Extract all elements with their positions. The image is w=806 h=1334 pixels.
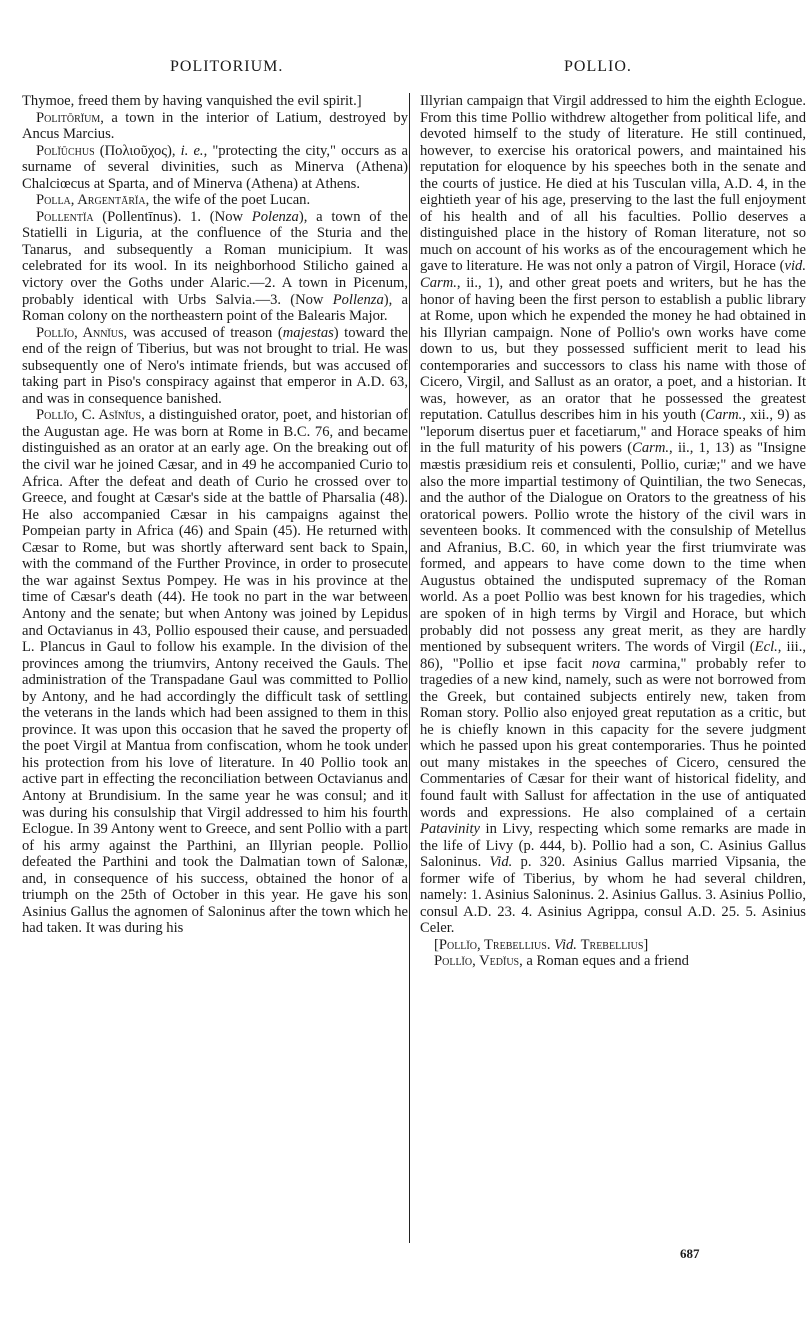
entry-text: Ecl. [754,639,778,656]
entry-paragraph [420,953,806,970]
entry-text: Illyrian campaign that Virgil addressed to him the eighth Eclogue. From this time Pollio withdrew altogether from political life, and devoted himself to the study of literature. He still continued, however, to exercise his oratorical powers, and maintained his reputation for eloquence by his speeches both in the senate and the courts of justice. He died at his Tusculan villa, A.D. 4, in the eightieth year of his age, preserving to the last the full enjoyment of his health and of all his faculties. Pollio deserves a distinguished place in the history of Roman literature, not so much on account of his works as of the encouragement which he gave to literature. He was not only a patron of Virgil, Horace ( [420,93,806,275]
entry-paragraph [420,93,806,937]
entry-paragraph [420,937,806,954]
entry-text: in Livy, respecting which some remarks are made in the life of Livy (p. 444, b). Pollio had a son, C. Asinius Gallus Saloninus. [420,821,806,871]
running-head-right: POLLIO. [564,58,632,75]
page-number: 687 [680,1246,700,1261]
entry-headword: Trebellius [580,936,644,953]
entry-text: Thymoe, freed them by having vanquished the evil spirit.] [22,93,362,109]
right-column [420,93,806,970]
entry-text: nova [591,655,621,672]
entry-headword: [Pollĭo, Trebellius [434,936,547,953]
entry-text: ), a Roman colony on the northeastern point of the Balearis Major. [22,291,408,325]
entry-headword: Pollentĭa [36,208,94,225]
entry-text: . [546,936,555,953]
entry-headword: Pollĭo, C. Asĭnĭus [36,407,142,424]
entry-headword: Polla, Argentārĭa [36,192,146,209]
entry-text: carmina," probably refer to tragedies of a new kind, namely, such as were not borrowed from the Greek, but contained subjects entirely new, taken from Roman story. Pollio also enjoyed great reputation as a critic, but he is chiefly known in this capacity for the severe judgment which he passed upon his great contemporaries. Thus he pointed out many mistakes in the speeches of Cicero, censured the Commentaries of Cæsar for their want of historical fidelity, and found fault with Sallust for affectation in the use of antiquated words and expressions. He also complained of a certain [420,655,806,821]
entry-text: p. 320. Asinius Gallus married Vipsania, the former wife of Tiberius, by whom he had several children, namely: 1. Asinius Saloninus. 2. Asinius Gallus. 3. Asinius Pollio, consul A.D. 23. 4. Asinius Agrippa, consul A.D. 25. 5. Asinius Celer. [420,854,806,937]
entry-text: Pollenza [332,291,384,308]
entry-text: Carm. [705,407,743,424]
entry-paragraph [22,209,408,325]
entry-text: Vid. [489,854,513,871]
entry-paragraph [22,325,408,408]
entry-text: (Pollentīnus). 1. (Now [93,208,252,225]
entry-text: Polenza [251,208,299,225]
entry-text: majestas [282,324,334,341]
entry-paragraph [22,143,408,193]
entry-paragraph [22,407,408,937]
entry-headword: Pollĭo, Annĭus [36,324,124,341]
entry-text: Vid. [554,936,577,953]
entry-headword: Politōrĭum [36,109,101,126]
entry-text: , was accused of treason ( [123,324,283,341]
left-column [22,93,408,937]
running-head-left: POLITORIUM. [170,58,284,75]
entry-text: ] [643,936,649,953]
entry-text: , a distinguished orator, poet, and historian of the Augustan age. He was born at Rome in B.C. 76, and became distinguished as an orator at an early age. On the breaking out of the civil war he joined Cæsar, and in 49 he accompanied Curio to Africa. After the defeat and death of Curio he crossed over to Greece, and fought at Cæsar's side at the battle of Pharsalia (48). He also accompanied Cæsar in his campaigns against the Pompeian party in Africa (46) and Spain (45). He returned with Cæsar to Rome, but was shortly afterward sent back to Spain, with the command of the Further Province, in order to prosecute the war against Sextus Pompey. He was in his province at the time of Cæsar's death (44). He took no part in the war between Antony and the senate; but when Antony was joined by Lepidus and Octavianus in 43, Pollio espoused their cause, and persuaded L. Plancus in Gaul to follow his example. In the division of the provinces among the triumvirs, Antony received the Gauls. The administration of the Transpadane Gaul was committed to Pollio by Antony, and he had accordingly the difficult task of settling the veterans in the lands which had been assigned to them in this province. It was upon this occasion that he saved the property of the poet Virgil at Mantua from confiscation, whom he took under his protection from his love of literature. In 40 Pollio took an active part in effecting the reconciliation between Octavianus and Antony at Brundisium. In the same year he was consul; and it was during his consulship that Virgil addressed to him his fourth Eclogue. In 39 Antony went to Greece, and sent Pollio with a part of his army against the Parthini, an Illyrian people. Pollio defeated the Parthini and took the Dalmatian town of Salonæ, and, in consequence of his success, obtained the honor of a triumph on the 25th of October in this year. He gave his son Asinius Gallus the agnomen of Saloninus after the town which he had taken. It was during his [22,407,408,937]
entry-paragraph [22,192,408,209]
entry-text: , ii., 1), and other great poets and writers, but he has the honor of having been the first person to establish a public library at Rome, upon which he expended the money he had obtained in his Illyrian campaign. None of Pollio's own works have come down to us, but they possessed sufficient merit to lead his contemporaries and successors to class his name with those of Cicero, Virgil, and Sallust as an orator, a poet, and a historian. It was, however, as an orator that he possessed the greatest reputation. Catullus describes him in his youth ( [420,275,806,424]
entry-paragraph [22,93,408,110]
entry-paragraph [22,110,408,143]
entry-text: Patavinity [420,821,480,838]
entry-text: ) toward the end of the reign of Tiberius, but was not brought to trial. He was subsequently one of Nero's intimate friends, but was accused of taking part in Piso's conspiracy against that emperor in A.D. 63, and was in consequence banished. [22,324,408,407]
entry-text: i. e. [180,142,204,159]
entry-text: , a Roman eques and a friend [519,953,689,970]
entry-text: ), a town of the Statielli in Liguria, at the confluence of the Sturia and the Tanarus, and subsequently a Roman municipium. It was celebrated for its wool. In its neighborhood Stilicho gained a victory over the Goths under Alaric.—2. A town in Picenum, probably identical with Urbs Salvia.—3. (Now [22,208,408,308]
entry-text: , the wife of the poet Lucan. [145,192,311,209]
entry-text: , "protecting the city," occurs as a surname of several divinities, such as Minerva (Athena) Chalciœcus at Sparta, and of Minerva (Athena) at Athens. [22,142,408,192]
entry-text: , a town in the interior of Latium, destroyed by Ancus Marcius. [22,109,408,143]
entry-text: , xii., 9) as "leporum disertus puer et facetiarum," and Horace speaks of him in the full maturity of his powers ( [420,407,806,457]
entry-text: Carm. [632,440,670,457]
entry-text: vid. Carm. [420,258,806,292]
entry-headword: Pollĭo, Vedĭus [434,953,520,970]
column-divider [409,93,410,1243]
entry-text: , iii., 86), "Pollio et ipse facit [420,639,806,672]
entry-headword: Polĭūchus [36,142,95,159]
entry-text: , ii., 1, 13) as "Insigne mæstis præsidium reis et consulenti, Pollio, curiæ;" and we have also the more impartial testimony of Quintilian, the two Senecas, and the author of the Dialogue on Orators to the greatness of his oratorical powers. Pollio wrote the history of the civil wars in seventeen books. It commenced with the consulship of Metellus and Afranius, B.C. 60, in which year the first triumvirate was formed, and appears to have come down to the time when Augustus obtained the undisputed supremacy of the Roman world. As a poet Pollio was best known for his tragedies, which are spoken of in high terms by Virgil and Horace, but which probably did not possess any great merit, as they are hardly mentioned by subsequent writers. The words of Virgil ( [420,440,806,656]
entry-text: (Πολιοῦχος), [94,142,181,159]
